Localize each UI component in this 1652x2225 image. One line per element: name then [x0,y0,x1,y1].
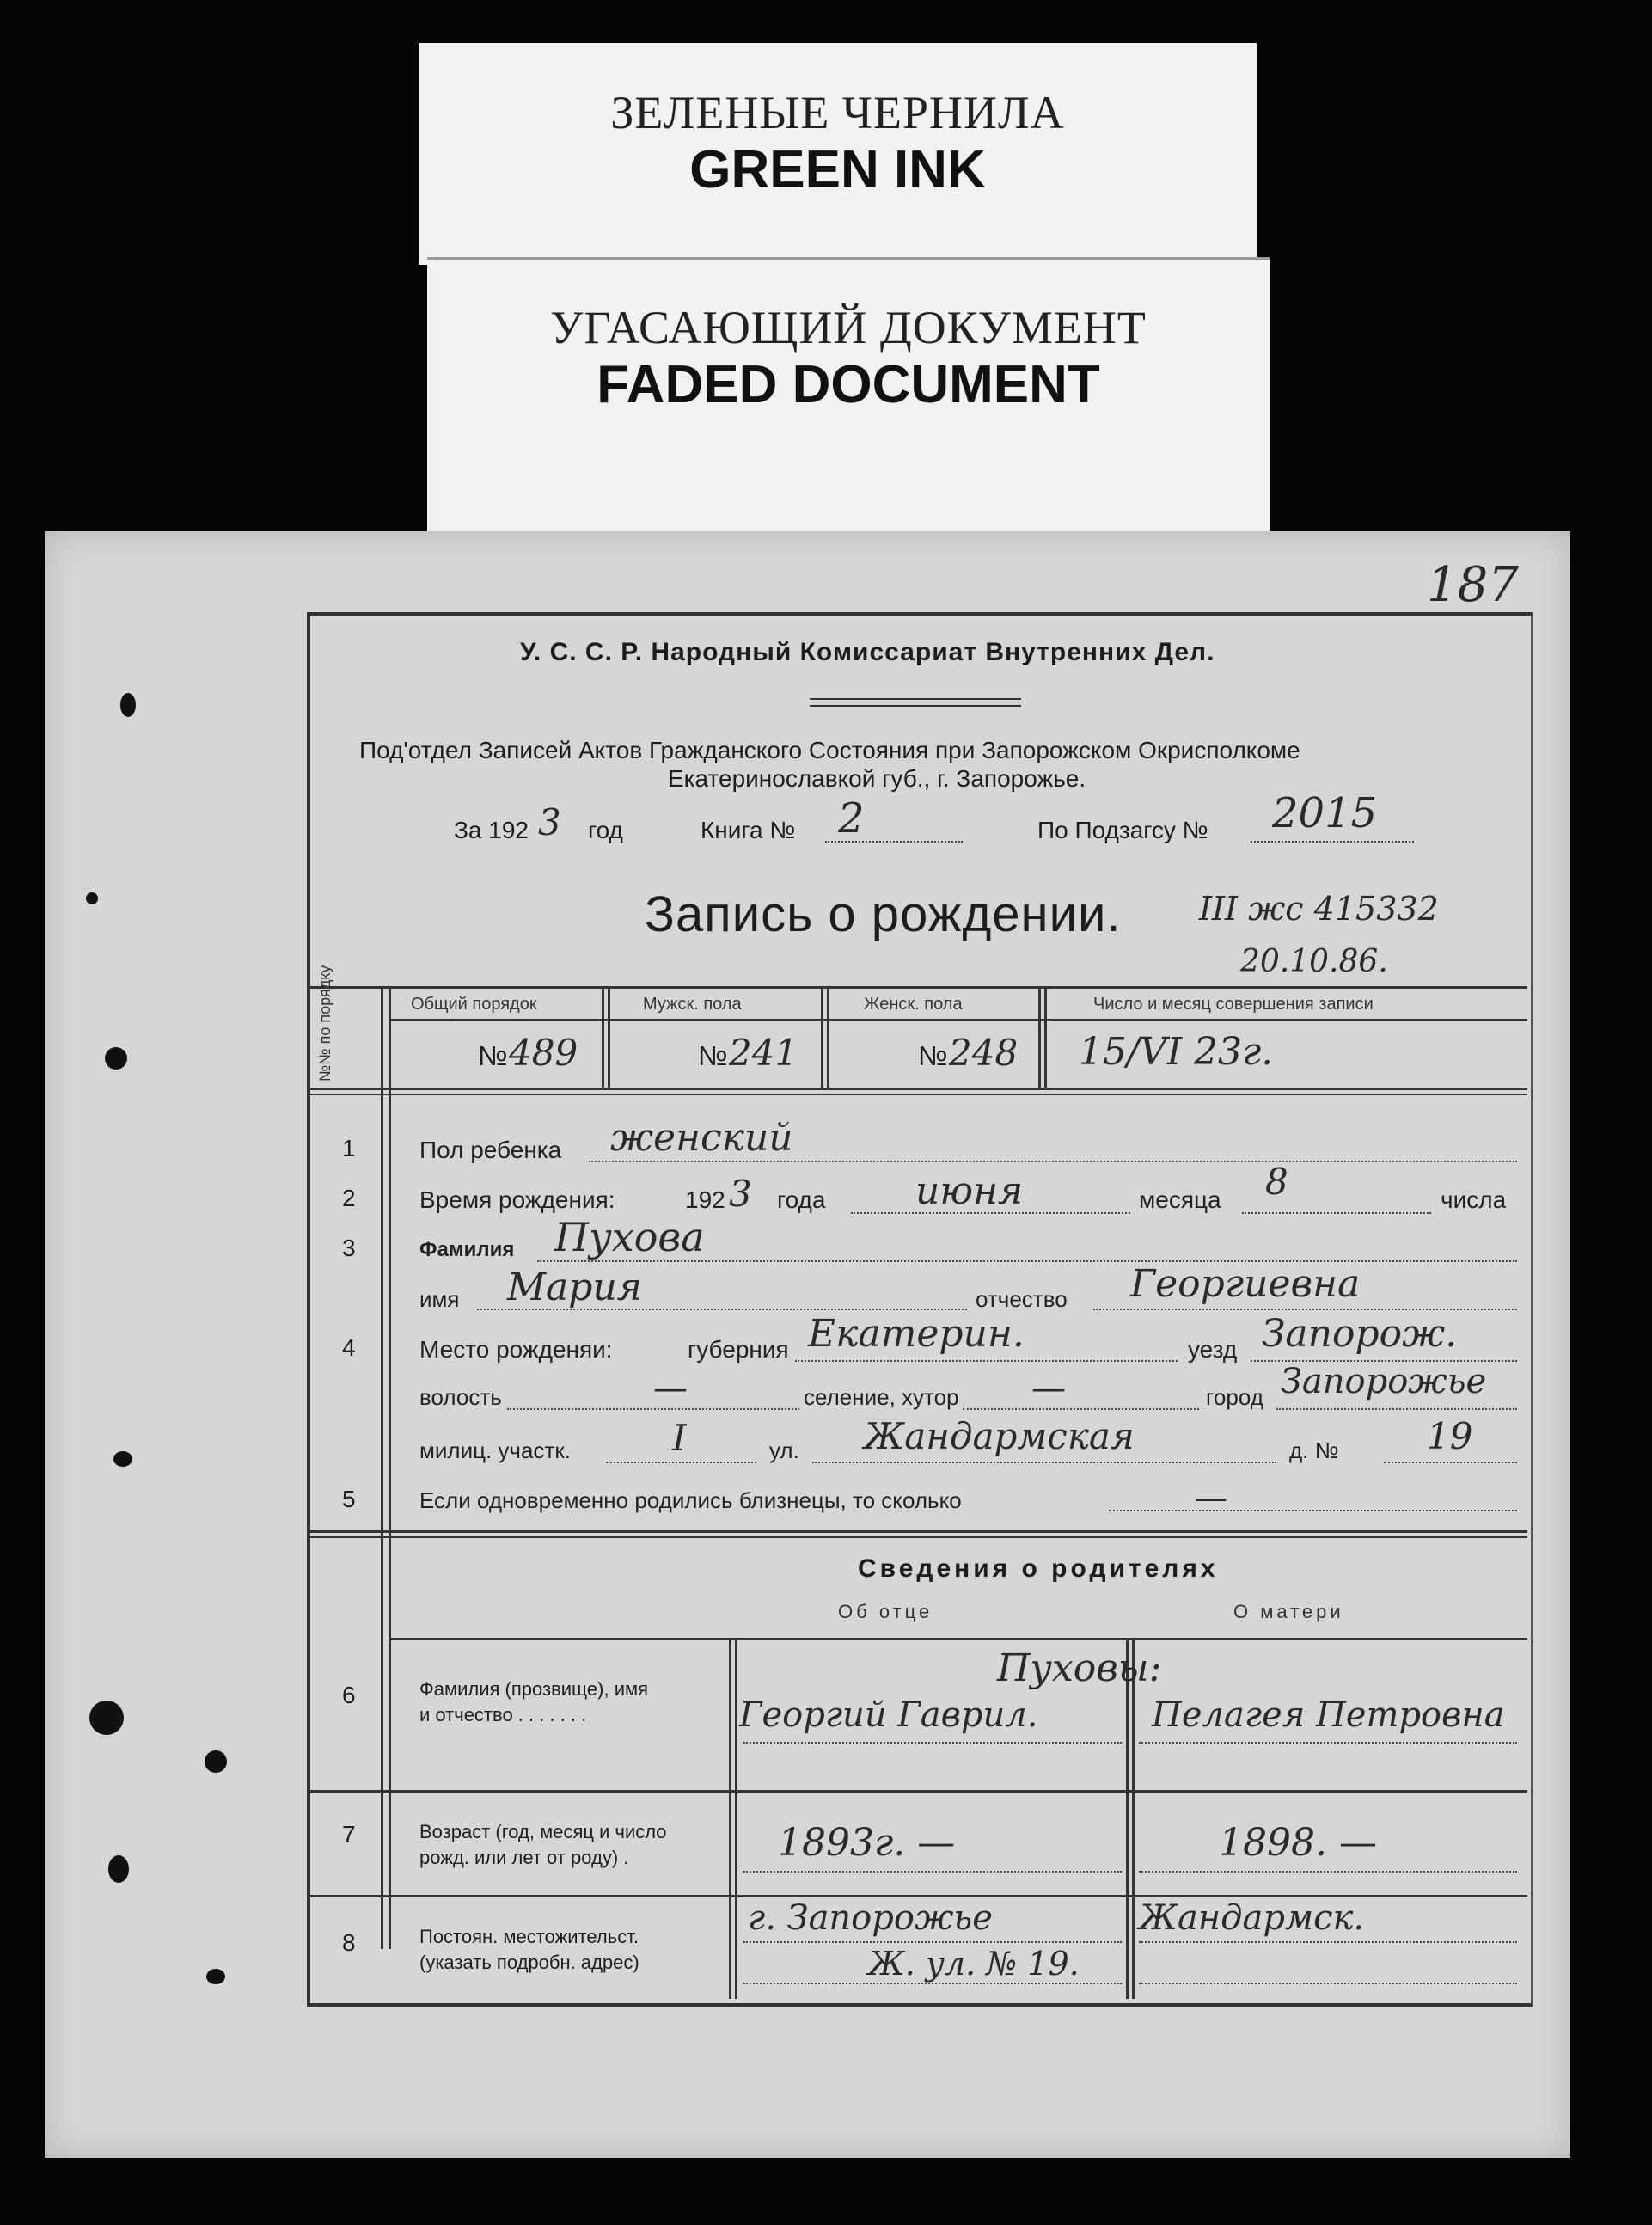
city-value: Запорожье [1281,1362,1487,1401]
row-divider [310,1790,1527,1793]
subsection-value-line [1251,841,1414,843]
father-name-value: Георгий Гаврил. [739,1695,1038,1735]
birth-year-prefix: 192 [685,1186,725,1213]
county-value: Запорож. [1262,1312,1458,1356]
mother-address-rule [1139,1983,1517,1984]
birth-month-label: месяца [1139,1186,1221,1213]
green-ink-ru: ЗЕЛЕНЫЕ ЧЕРНИЛА [610,87,1065,138]
col-no-header: №№ по порядку [316,965,333,1082]
police-district-line [606,1462,756,1463]
mother-name-line [1139,1742,1517,1744]
general-order-value: 489 [509,1032,578,1074]
col-general-header: Общий порядок [411,995,537,1014]
first-name-line [477,1309,967,1310]
parent-age-label-1: Возраст (год, месяц и число [419,1821,667,1842]
twins-label: Если одновременно родились близнецы, то сколько [419,1487,962,1513]
table-header-line [389,1019,1527,1021]
faded-document-en: FADED DOCUMENT [597,355,1100,414]
row-number-8: 8 [342,1929,356,1956]
father-address-rule [743,1983,1122,1984]
year-label: За 192 [454,817,529,843]
registration-note-2: 20.10.86. [1240,944,1388,979]
surname-line [537,1260,1517,1262]
patronymic-label: отчество [976,1286,1068,1312]
police-district-label: милиц. участк. [419,1437,571,1463]
birth-year-value: 3 [729,1173,752,1215]
village-value: — [1031,1369,1066,1408]
parent-name-label-2: и отчество . . . . . . . [419,1704,587,1725]
registration-note-1: III жс 415332 [1199,890,1439,928]
row-divider [310,1895,1527,1897]
parents-header-line [389,1638,1527,1640]
birth-year-suffix: года [777,1186,826,1213]
record-date-value: 15/VI 23г. [1079,1030,1274,1074]
birth-day-label: числа [1441,1186,1507,1213]
col-divider [1038,986,1041,1089]
col-male-header: Мужск. пола [643,995,742,1014]
table-header-bottom [310,1088,1527,1090]
punch-hole [120,693,136,717]
mother-address-value: Жандармск. [1139,1898,1365,1938]
book-label: Книга № [701,817,796,843]
father-address-line-1: г. Запорожье [748,1898,993,1938]
mother-age-value: 1898. — [1219,1821,1377,1865]
year-value: 3 [538,801,561,843]
birthplace-label: Место рожденяи: [419,1336,613,1363]
surname-value: Пухова [554,1214,705,1260]
col-divider [827,986,829,1089]
village-line [963,1408,1199,1410]
father-address-rule [743,1941,1122,1943]
punch-hole [205,1750,227,1773]
birth-day-value: 8 [1265,1161,1288,1203]
col-divider [602,986,604,1089]
father-address-line-2: Ж. ул. № 19. [868,1945,1080,1983]
col-divider [381,986,383,1949]
mother-column-header: О матери [1233,1601,1344,1622]
col-divider [389,986,391,1949]
house-number-value: 19 [1427,1415,1473,1457]
row-number-6: 6 [342,1682,356,1708]
parents-surname-value: Пуховы: [997,1646,1162,1690]
col-divider [1044,986,1047,1089]
corner-mark: 187 [1427,557,1519,613]
male-no-sign: № [698,1040,728,1071]
patronymic-line [1093,1309,1517,1310]
twins-value: — [1195,1479,1227,1517]
birth-time-label: Время рождения: [419,1186,615,1213]
father-age-value: 1893г. — [778,1821,956,1865]
general-no-sign: № [478,1040,508,1071]
section-divider [310,1536,1527,1538]
punch-hole [105,1047,127,1070]
parents-col-divider [1126,1638,1129,1999]
punch-hole [206,1969,225,1984]
house-number-label: д. № [1289,1437,1339,1463]
green-ink-en: GREEN INK [689,140,986,199]
row-number-5: 5 [342,1486,356,1512]
faded-document-card [427,260,1270,533]
row-number-7: 7 [342,1821,356,1848]
table-header-bottom [310,1094,1527,1095]
twins-line [1109,1510,1517,1511]
section-divider [310,1530,1527,1533]
col-divider [608,986,610,1089]
volost-value: — [653,1369,688,1408]
table-top-line [310,986,1527,989]
punch-hole [89,1701,124,1735]
county-label: уезд [1188,1336,1238,1363]
header-divider [810,705,1021,707]
document-title: Запись о рождении. [645,886,1122,942]
mother-name-value: Пелагея Петровна [1152,1695,1505,1735]
female-order-value: 248 [949,1032,1019,1074]
mother-age-line [1139,1871,1517,1873]
first-name-value: Мария [507,1266,642,1309]
parents-col-divider [1132,1638,1135,1999]
parent-address-label-1: Постоян. местожительст. [419,1926,639,1947]
birth-month-value: июня [915,1169,1024,1213]
row-number-4: 4 [342,1334,356,1361]
city-label: город [1206,1384,1263,1410]
punch-hole [108,1855,129,1883]
street-label: ул. [769,1437,799,1463]
parents-section-title: Сведения о родителях [858,1554,1219,1583]
father-name-line [743,1742,1122,1744]
parent-age-label-2: рожд. или лет от роду) . [419,1847,629,1868]
male-order-value: 241 [729,1032,798,1074]
col-divider [821,986,823,1089]
city-line [1276,1408,1517,1410]
green-ink-card [419,43,1257,265]
book-value: 2 [838,794,865,843]
female-no-sign: № [918,1040,948,1071]
col-date-header: Число и месяц совершения записи [1093,995,1374,1014]
subsection-value: 2015 [1272,789,1378,837]
parents-col-divider [729,1638,731,1999]
ministry-heading: У. С. С. Р. Народный Комиссариат Внутренних Дел. [520,638,1215,666]
patronymic-value: Георгиевна [1130,1262,1361,1306]
subdept-line-1: Под'отдел Записей Актов Гражданского Состояния при Запорожском Окрисполкоме [359,737,1300,763]
row-number-2: 2 [342,1185,356,1211]
parent-name-label-1: Фамилия (прозвище), имя [419,1678,649,1700]
child-sex-value: женский [610,1116,793,1160]
child-sex-line [589,1161,1517,1162]
volost-line [507,1408,799,1410]
province-label: губерния [688,1336,789,1363]
col-female-header: Женск. пола [864,995,963,1014]
house-number-line [1384,1462,1517,1463]
province-line [795,1360,1178,1362]
book-value-line [825,841,963,843]
birth-day-line [1242,1212,1431,1214]
volost-label: волость [419,1384,502,1410]
street-value: Жандармская [864,1415,1135,1457]
province-value: Екатерин. [808,1312,1025,1356]
faded-document-ru: УГАСАЮЩИЙ ДОКУМЕНТ [550,302,1147,353]
first-name-label: имя [419,1286,460,1312]
subsection-label: По Подзагсу № [1037,817,1208,843]
police-district-value: I [672,1417,687,1459]
parents-col-divider [735,1638,737,1999]
parent-address-label-2: (указать подробн. адрес) [419,1952,639,1973]
row-number-3: 3 [342,1235,356,1261]
subdept-line-2: Екатеринославкой губ., г. Запорожье. [668,765,1086,792]
child-sex-label: Пол ребенка [419,1137,562,1163]
header-divider [810,698,1021,700]
year-suffix: год [588,817,623,843]
village-label: селение, хутор [804,1384,959,1410]
birth-month-line [851,1212,1130,1214]
row-number-1: 1 [342,1135,356,1162]
street-line [812,1462,1276,1463]
surname-label: Фамилия [419,1238,515,1261]
punch-hole [113,1451,132,1467]
father-age-line [743,1871,1122,1873]
father-column-header: Об отце [838,1601,933,1622]
punch-hole [86,892,98,904]
mother-address-rule [1139,1941,1517,1943]
